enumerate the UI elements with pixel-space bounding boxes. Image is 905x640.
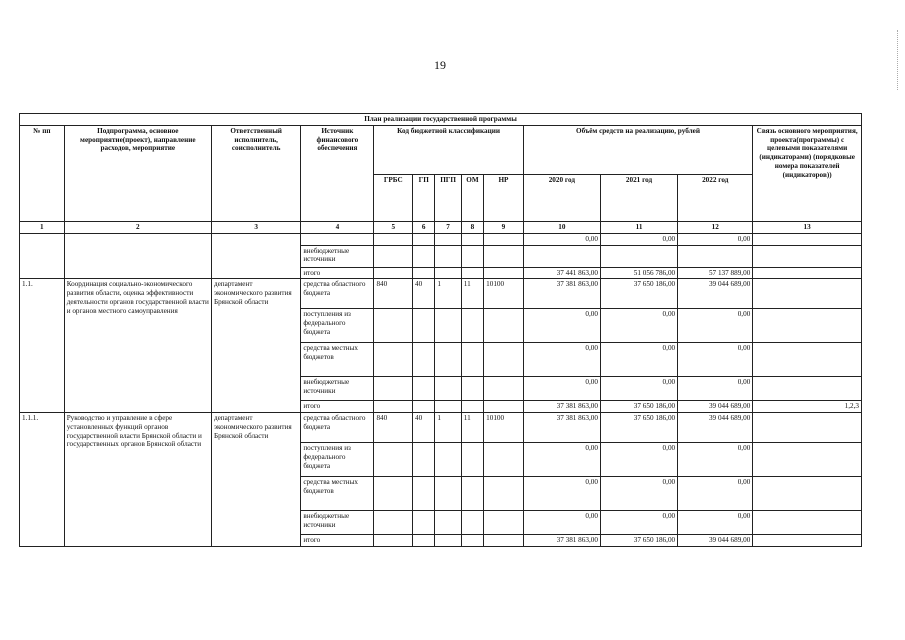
cell-2022: 39 044 689,00 [678,413,753,443]
cell-2020: 0,00 [523,309,600,343]
cell-2021: 0,00 [600,377,677,401]
cell-source: поступления из федерального бюджета [301,309,374,343]
cell-responsible: департамент экономического развития Брянской области [211,279,300,413]
cell-om: 11 [461,279,483,309]
cell-2020: 37 381 863,00 [523,535,600,547]
cell-2020: 0,00 [523,233,600,245]
header-np: НР [484,174,524,221]
cell-2020: 0,00 [523,343,600,377]
cell-2020: 37 381 863,00 [523,401,600,413]
cell-2021: 0,00 [600,477,677,511]
header-pgp: ПГП [435,174,461,221]
column-number: 5 [374,221,413,233]
cell-2022: 39 044 689,00 [678,279,753,309]
cell-np: 10100 [484,413,524,443]
implementation-plan-table [19,113,862,547]
cell-source: итого [301,535,374,547]
cell-pgp: 1 [435,279,461,309]
cell-2021 [600,245,677,267]
header-link: Связь основного мероприятия, проекта(программы) с целевыми показателями (индикаторами) (порядковые номера показателей (индикаторов)) [753,125,862,221]
cell-2021: 0,00 [600,511,677,535]
header-volume: Объём средств на реализацию, рублей [523,125,753,174]
cell-2021: 37 650 186,00 [600,279,677,309]
column-number: 13 [753,221,862,233]
cell-link: 1,2,3 [753,401,862,413]
header-2021: 2021 год [600,174,677,221]
cell-source: внебюджетные источники [301,245,374,267]
header-2020: 2020 год [523,174,600,221]
column-number: 12 [678,221,753,233]
cell-2020 [523,245,600,267]
cell-name [64,233,211,279]
cell-2021: 0,00 [600,343,677,377]
cell-2022: 39 044 689,00 [678,535,753,547]
column-number: 2 [64,221,211,233]
column-number: 11 [600,221,677,233]
cell-2021: 37 650 186,00 [600,413,677,443]
column-number: 1 [20,221,65,233]
column-number: 9 [484,221,524,233]
column-number: 6 [413,221,435,233]
cell-source: средства областного бюджета [301,413,374,443]
header-2022: 2022 год [678,174,753,221]
cell-2021: 37 650 186,00 [600,401,677,413]
cell-2022: 0,00 [678,233,753,245]
cell-name: Руководство и управление в сфере установленных функций органов государственной власти Брянской области и государственных органов Брянской области [64,413,211,547]
page-number: 19 [434,58,446,72]
cell-2022: 0,00 [678,309,753,343]
cell-gp: 40 [413,413,435,443]
header-subprogram: Подпрограмма, основное мероприятие(проект), направление расходов, мероприятие [64,125,211,221]
header-responsible: Ответственный исполнитель, соисполнитель [211,125,300,221]
cell-np: 10100 [484,279,524,309]
cell-2020: 0,00 [523,443,600,477]
cell-om: 11 [461,413,483,443]
cell-2020: 37 441 863,00 [523,267,600,279]
cell-2022 [678,245,753,267]
cell-2022: 0,00 [678,343,753,377]
cell-2021: 0,00 [600,443,677,477]
cell-name: Координация социально-экономического развития области, оценка эффективности деятельности органов государственной власти и органов местного самоуправления [64,279,211,413]
cell-source: внебюджетные источники [301,511,374,535]
cell-source: итого [301,401,374,413]
cell-source: средства местных бюджетов [301,477,374,511]
cell-grbs: 840 [374,413,413,443]
cell-2021: 37 650 186,00 [600,535,677,547]
cell-num: 1.1. [20,279,65,413]
cell-2020: 37 381 863,00 [523,413,600,443]
cell-pgp: 1 [435,413,461,443]
header-source: Источник финансового обеспечения [301,125,374,221]
scan-edge-mark [897,30,899,90]
table-row [20,233,862,245]
cell-2022: 0,00 [678,511,753,535]
cell-2020: 0,00 [523,377,600,401]
cell-2021: 0,00 [600,309,677,343]
cell-source [301,233,374,245]
header-budget-code: Код бюджетной классификации [374,125,523,174]
cell-gp: 40 [413,279,435,309]
column-number: 10 [523,221,600,233]
column-number: 4 [301,221,374,233]
cell-source: поступления из федерального бюджета [301,443,374,477]
cell-responsible: департамент экономического развития Брянской области [211,413,300,547]
cell-2022: 0,00 [678,443,753,477]
cell-2021: 0,00 [600,233,677,245]
cell-num: 1.1.1. [20,413,65,547]
cell-2021: 51 056 786,00 [600,267,677,279]
column-number: 3 [211,221,300,233]
cell-responsible [211,233,300,279]
cell-2022: 0,00 [678,377,753,401]
cell-grbs: 840 [374,279,413,309]
cell-source: внебюджетные источники [301,377,374,401]
table-row [20,413,862,443]
column-number: 8 [461,221,483,233]
table-row [20,279,862,309]
column-number: 7 [435,221,461,233]
header-num: № пп [20,125,65,221]
header-om: ОМ [461,174,483,221]
cell-2020: 37 381 863,00 [523,279,600,309]
cell-num [20,233,65,279]
cell-source: итого [301,267,374,279]
header-grbs: ГРБС [374,174,413,221]
header-gp: ГП [413,174,435,221]
cell-2022: 57 137 889,00 [678,267,753,279]
cell-source: средства местных бюджетов [301,343,374,377]
cell-2022: 0,00 [678,477,753,511]
cell-source: средства областного бюджета [301,279,374,309]
cell-2020: 0,00 [523,477,600,511]
cell-2020: 0,00 [523,511,600,535]
table-title: План реализации государственной программы [20,114,862,126]
cell-2022: 39 044 689,00 [678,401,753,413]
